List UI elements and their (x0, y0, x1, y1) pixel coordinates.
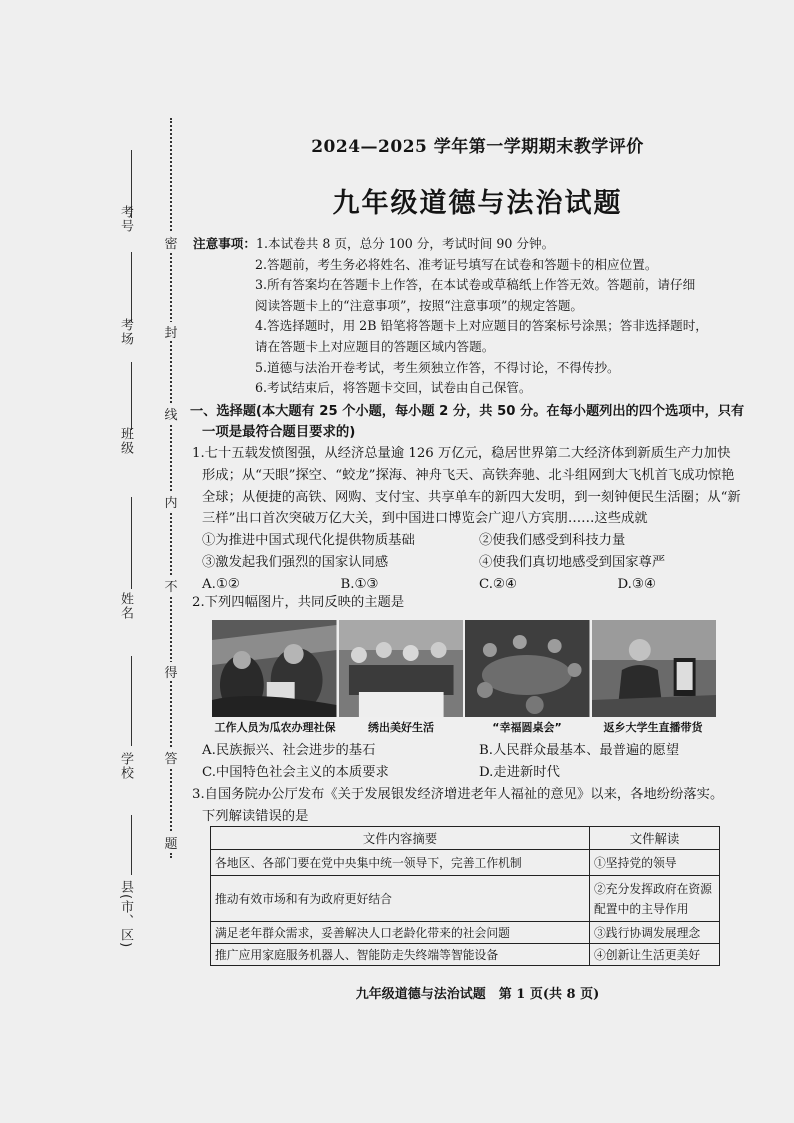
table-cell: 推广应用家庭服务机器人、智能防走失终端等智能设备 (211, 944, 590, 966)
photo-caption: 工作人员为瓜农办理社保 (214, 721, 336, 734)
table-cell: 各地区、各部门要在党中央集中统一领导下，完善工作机制 (211, 850, 590, 876)
seal-char: 内 (163, 492, 179, 511)
option-d: D.走进新时代 (479, 764, 560, 780)
question-text: 3.自国务院办公厅发布《关于发展银发经济增进老年人福祉的意见》以来，各地纷纷落实。 (192, 787, 724, 802)
question-1 (192, 443, 756, 596)
statement-row (192, 552, 756, 574)
exam-subtitle: 2024—2025 学年第一学期期末教学评价 (311, 137, 644, 157)
school-label: 学校 (118, 752, 133, 780)
table-header: 文件内容摘要 (211, 827, 590, 850)
option-b: B.人民群众最基本、最普遍的愿望 (479, 743, 680, 758)
seal-char: 密 (163, 233, 179, 252)
photo-livestream (592, 620, 717, 717)
notice-block (193, 234, 753, 399)
question-text: 全球；从便捷的高铁、网购、支付宝、共享单车的新四大发明，到一刻钟便民生活圈；从“新 (202, 489, 741, 505)
notice-item: 5.道德与法治开卷考试，考生须独立作答，不得讨论，不得传抄。 (255, 359, 620, 375)
question-2 (192, 592, 756, 614)
photo-embroidery (339, 620, 464, 717)
table-cell: 推动有效市场和有为政府更好结合 (211, 876, 590, 922)
photo-strip (212, 620, 716, 717)
option-c: C.②④ (479, 576, 517, 592)
seal-char: 题 (163, 833, 179, 852)
photo-caption: “幸福圆桌会” (492, 721, 562, 734)
option-d: D.③④ (617, 576, 656, 592)
table-cell: ④创新让生活更美好 (590, 944, 720, 966)
class-line (131, 362, 132, 430)
notice-item: 2.答题前，考生务必将姓名、准考证号填写在试卷和答题卡的相应位置。 (255, 256, 658, 272)
seal-char: 答 (163, 748, 179, 767)
question-text: 形成；从“天眼”探空、“蛟龙”探海、神舟飞天、高铁奔驰、北斗组网到大飞机首飞成功惊艳 (202, 467, 735, 483)
seal-line (170, 118, 172, 858)
section-heading (190, 401, 758, 443)
school-line (131, 656, 132, 746)
table-header-row (211, 827, 720, 850)
notice-item: 阅读答题卡上的“注意事项”，按照“注意事项”的规定答题。 (255, 297, 584, 313)
table-cell: ②充分发挥政府在资源配置中的主导作用 (590, 876, 720, 922)
notice-label: 注意事项： (193, 236, 256, 251)
question-2-options (192, 740, 756, 784)
seal-char: 不 (163, 576, 179, 595)
notice-item: 4.答选择题时，用 2B 铅笔将答题卡上对应题目的答案标号涂黑；答非选择题时， (255, 318, 708, 334)
notice-item: 请在答题卡上对应题目的答题区域内答题。 (255, 338, 495, 354)
page-footer: 九年级道德与法治试题 第 1 页(共 8 页) (355, 987, 600, 1002)
notice-item: 3.所有答案均在答题卡上作答，在本试卷或草稿纸上作答无效。答题前，请仔细 (255, 277, 696, 293)
notice-item: 1.本试卷共 8 页，总分 100 分，考试时间 90 分钟。 (255, 236, 555, 251)
question-text: 1.七十五载发愤图强，从经济总量逾 126 万亿元，稳居世界第二大经济体到新质生产力加快 (192, 446, 731, 461)
option-row (192, 762, 756, 784)
section-heading-line: 一、选择题(本大题有 25 个小题，每小题 2 分，共 50 分。在每小题列出的四个选项中，只有 (190, 404, 745, 419)
statement-row (192, 530, 756, 552)
table-header: 文件解读 (590, 827, 720, 850)
exam-title: 九年级道德与法治试题 (332, 188, 623, 219)
table-row (211, 876, 720, 922)
question-text: 下列解读错误的是 (202, 808, 309, 824)
table-cell: ①坚持党的领导 (590, 850, 720, 876)
county-label: 县(市、区) (118, 880, 133, 949)
statement: ④使我们真切地感受到国家尊严 (479, 554, 666, 570)
name-line (131, 497, 132, 589)
option-a: A.民族振兴、社会进步的基石 (202, 743, 376, 758)
question-3 (192, 784, 756, 828)
county-line (131, 815, 132, 875)
table-row (211, 922, 720, 944)
seal-char: 封 (163, 322, 179, 341)
table-cell: 满足老年群众需求，妥善解决人口老龄化带来的社会问题 (211, 922, 590, 944)
seal-char: 线 (163, 404, 179, 423)
option-a: A.①② (202, 576, 240, 592)
section-heading-line: 一项是最符合题目要求的) (202, 425, 356, 440)
exam-room-label: 考场 (118, 318, 133, 346)
table-row (211, 850, 720, 876)
exam-room-line (131, 252, 132, 322)
option-b: B.①③ (340, 576, 379, 592)
statement: ②使我们感受到科技力量 (479, 533, 626, 549)
name-label: 姓名 (118, 592, 133, 620)
exam-no-label: 考号 (118, 205, 133, 233)
statement: ③激发起我们强烈的国家认同感 (202, 554, 389, 570)
photo-social-security (212, 620, 337, 717)
photo-round-table (465, 620, 590, 717)
photo-captions (212, 719, 716, 735)
question-text: 2.下列四幅图片，共同反映的主题是 (192, 595, 405, 610)
table-row (211, 944, 720, 966)
seal-char: 得 (163, 662, 179, 681)
table-cell: ③践行协调发展理念 (590, 922, 720, 944)
question-text: 三样”出口首次突破万亿大关，到中国进口博览会广迎八方宾朋……这些成就 (202, 511, 648, 527)
photo-caption: 返乡大学生直播带货 (603, 721, 703, 734)
option-c: C.中国特色社会主义的本质要求 (202, 764, 389, 780)
notice-item: 6.考试结束后，将答题卡交回，试卷由自己保管。 (255, 380, 532, 396)
class-label: 班级 (118, 427, 133, 455)
option-row (192, 740, 756, 762)
document-table (210, 826, 720, 966)
statement: ①为推进中国式现代化提供物质基础 (202, 533, 415, 549)
photo-caption: 绣出美好生活 (368, 721, 434, 734)
